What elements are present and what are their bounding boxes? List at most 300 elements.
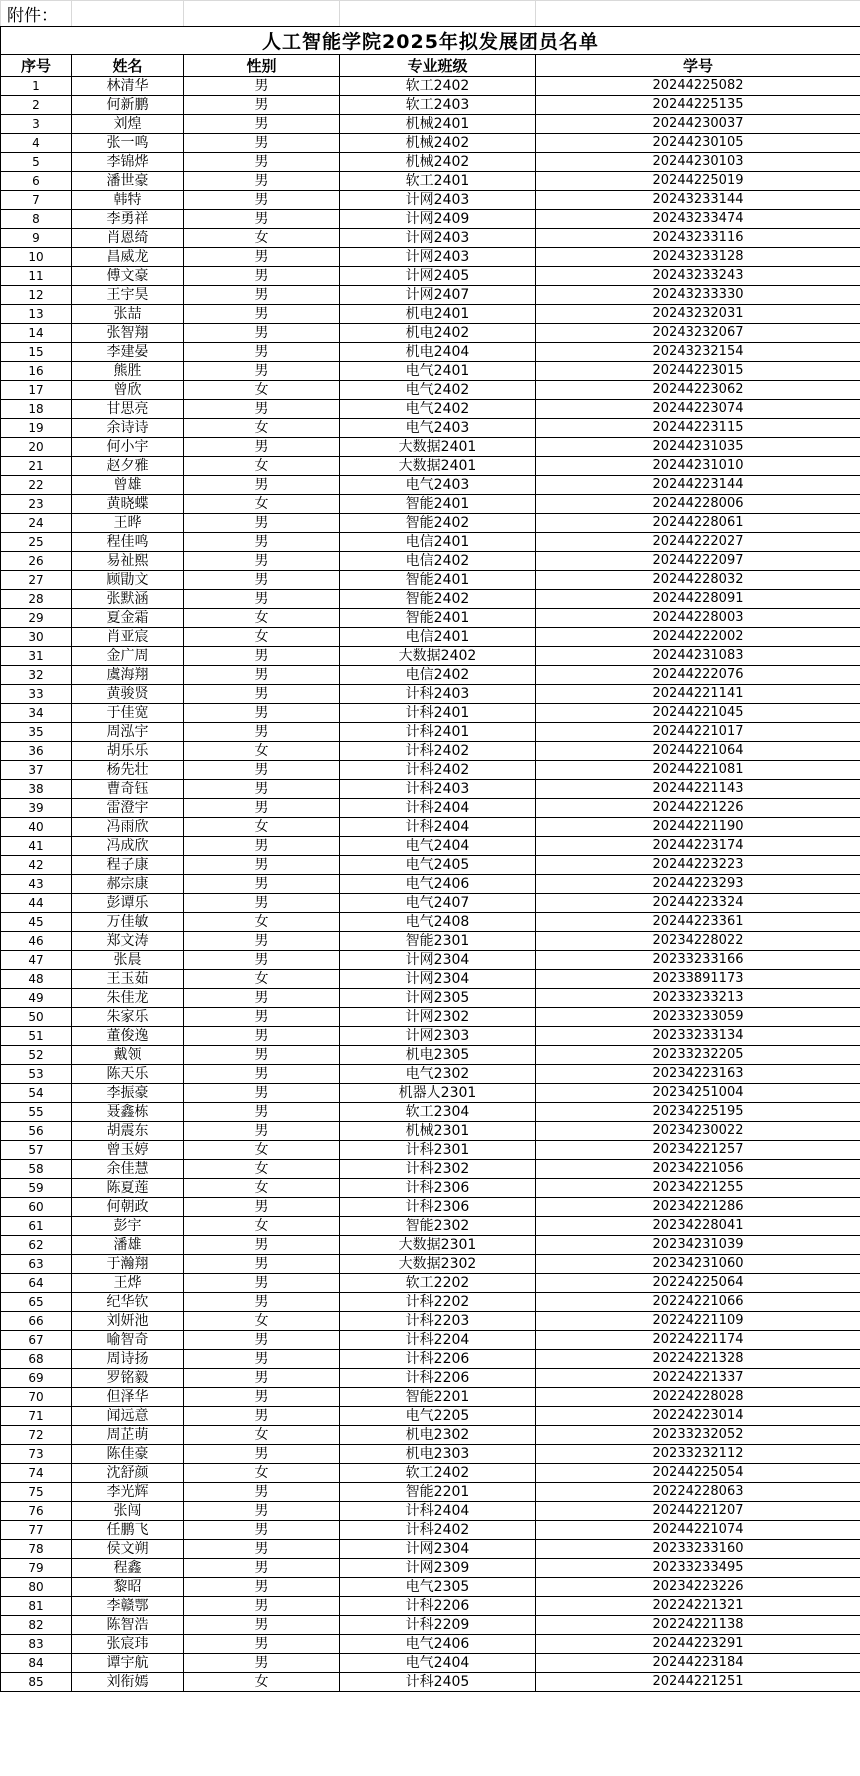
cell-class[interactable]: 计网2407 [340, 286, 536, 305]
cell-gender[interactable]: 男 [184, 571, 340, 590]
cell-name[interactable]: 顾勖文 [72, 571, 184, 590]
cell-index[interactable]: 69 [1, 1369, 72, 1388]
header-index[interactable]: 序号 [1, 55, 72, 77]
cell-gender[interactable]: 男 [184, 1559, 340, 1578]
cell-gender[interactable]: 男 [184, 685, 340, 704]
cell-class[interactable]: 计科2306 [340, 1198, 536, 1217]
cell-index[interactable]: 40 [1, 818, 72, 837]
cell-student-id[interactable]: 20234221056 [536, 1160, 860, 1179]
cell-gender[interactable]: 男 [184, 1635, 340, 1654]
cell-index[interactable]: 62 [1, 1236, 72, 1255]
cell-student-id[interactable]: 20233232205 [536, 1046, 860, 1065]
cell-student-id[interactable]: 20244221074 [536, 1521, 860, 1540]
cell-gender[interactable]: 男 [184, 590, 340, 609]
cell-class[interactable]: 电信2402 [340, 552, 536, 571]
cell-gender[interactable]: 男 [184, 286, 340, 305]
cell-student-id[interactable]: 20233233059 [536, 1008, 860, 1027]
cell-index[interactable]: 34 [1, 704, 72, 723]
cell-index[interactable]: 76 [1, 1502, 72, 1521]
cell-name[interactable]: 赵夕雅 [72, 457, 184, 476]
cell-class[interactable]: 机械2301 [340, 1122, 536, 1141]
cell-student-id[interactable]: 20244221141 [536, 685, 860, 704]
cell-name[interactable]: 陈天乐 [72, 1065, 184, 1084]
cell-student-id[interactable]: 20244231010 [536, 457, 860, 476]
cell-name[interactable]: 何小宇 [72, 438, 184, 457]
cell-name[interactable]: 夏金霜 [72, 609, 184, 628]
cell-index[interactable]: 12 [1, 286, 72, 305]
cell-index[interactable]: 37 [1, 761, 72, 780]
cell-class[interactable]: 机电2401 [340, 305, 536, 324]
cell-class[interactable]: 电气2401 [340, 362, 536, 381]
cell-student-id[interactable]: 20224221109 [536, 1312, 860, 1331]
cell-name[interactable]: 王烨 [72, 1274, 184, 1293]
cell-class[interactable]: 电气2302 [340, 1065, 536, 1084]
cell-index[interactable]: 59 [1, 1179, 72, 1198]
cell-name[interactable]: 何新鹏 [72, 96, 184, 115]
cell-class[interactable]: 电信2401 [340, 628, 536, 647]
cell-index[interactable]: 56 [1, 1122, 72, 1141]
cell-class[interactable]: 机电2402 [340, 324, 536, 343]
cell-gender[interactable]: 男 [184, 894, 340, 913]
cell-index[interactable]: 61 [1, 1217, 72, 1236]
cell-class[interactable]: 电气2404 [340, 837, 536, 856]
cell-name[interactable]: 程佳鸣 [72, 533, 184, 552]
cell-name[interactable]: 黄晓蝶 [72, 495, 184, 514]
cell-class[interactable]: 计网2405 [340, 267, 536, 286]
cell-index[interactable]: 28 [1, 590, 72, 609]
cell-student-id[interactable]: 20244223015 [536, 362, 860, 381]
cell-student-id[interactable]: 20224221328 [536, 1350, 860, 1369]
cell-class[interactable]: 软工2401 [340, 172, 536, 191]
cell-name[interactable]: 郑文涛 [72, 932, 184, 951]
cell-gender[interactable]: 女 [184, 1312, 340, 1331]
cell-student-id[interactable]: 20244221207 [536, 1502, 860, 1521]
cell-class[interactable]: 计网2305 [340, 989, 536, 1008]
cell-name[interactable]: 王宇昊 [72, 286, 184, 305]
cell-name[interactable]: 张喆 [72, 305, 184, 324]
cell-gender[interactable]: 男 [184, 1198, 340, 1217]
cell-gender[interactable]: 男 [184, 1008, 340, 1027]
cell-class[interactable]: 大数据2401 [340, 438, 536, 457]
cell-student-id[interactable]: 20224221138 [536, 1616, 860, 1635]
cell-name[interactable]: 谭宇航 [72, 1654, 184, 1673]
cell-index[interactable]: 49 [1, 989, 72, 1008]
cell-index[interactable]: 79 [1, 1559, 72, 1578]
cell-student-id[interactable]: 20243233243 [536, 267, 860, 286]
cell-student-id[interactable]: 20244221064 [536, 742, 860, 761]
cell-student-id[interactable]: 20224221066 [536, 1293, 860, 1312]
cell-index[interactable]: 19 [1, 419, 72, 438]
cell-index[interactable]: 16 [1, 362, 72, 381]
cell-index[interactable]: 67 [1, 1331, 72, 1350]
cell-index[interactable]: 33 [1, 685, 72, 704]
cell-class[interactable]: 电气2403 [340, 419, 536, 438]
cell-class[interactable]: 计科2405 [340, 1673, 536, 1692]
cell-student-id[interactable]: 20234223226 [536, 1578, 860, 1597]
cell-index[interactable]: 52 [1, 1046, 72, 1065]
cell-index[interactable]: 54 [1, 1084, 72, 1103]
cell-index[interactable]: 48 [1, 970, 72, 989]
cell-index[interactable]: 58 [1, 1160, 72, 1179]
cell-student-id[interactable]: 20244221017 [536, 723, 860, 742]
cell-index[interactable]: 24 [1, 514, 72, 533]
cell-gender[interactable]: 男 [184, 875, 340, 894]
cell-name[interactable]: 曾欣 [72, 381, 184, 400]
cell-name[interactable]: 余佳慧 [72, 1160, 184, 1179]
cell-student-id[interactable]: 20234225195 [536, 1103, 860, 1122]
cell-name[interactable]: 张宸玮 [72, 1635, 184, 1654]
cell-name[interactable]: 任鹏飞 [72, 1521, 184, 1540]
cell-class[interactable]: 机械2402 [340, 134, 536, 153]
cell-name[interactable]: 雷澄宇 [72, 799, 184, 818]
cell-name[interactable]: 何朝政 [72, 1198, 184, 1217]
cell-gender[interactable]: 男 [184, 1521, 340, 1540]
cell-gender[interactable]: 男 [184, 761, 340, 780]
cell-name[interactable]: 刘衔嫣 [72, 1673, 184, 1692]
cell-gender[interactable]: 男 [184, 1331, 340, 1350]
cell-gender[interactable]: 男 [184, 951, 340, 970]
cell-class[interactable]: 电气2402 [340, 400, 536, 419]
cell-index[interactable]: 31 [1, 647, 72, 666]
cell-name[interactable]: 周诗扬 [72, 1350, 184, 1369]
cell-gender[interactable]: 男 [184, 343, 340, 362]
cell-index[interactable]: 9 [1, 229, 72, 248]
cell-student-id[interactable]: 20243233474 [536, 210, 860, 229]
cell-gender[interactable]: 女 [184, 609, 340, 628]
cell-name[interactable]: 王晔 [72, 514, 184, 533]
cell-class[interactable]: 智能2401 [340, 609, 536, 628]
cell-class[interactable]: 机电2404 [340, 343, 536, 362]
cell-student-id[interactable]: 20234251004 [536, 1084, 860, 1103]
cell-name[interactable]: 侯文朔 [72, 1540, 184, 1559]
cell-name[interactable]: 肖亚宸 [72, 628, 184, 647]
cell-name[interactable]: 王玉茹 [72, 970, 184, 989]
cell-index[interactable]: 6 [1, 172, 72, 191]
cell-index[interactable]: 14 [1, 324, 72, 343]
cell-index[interactable]: 65 [1, 1293, 72, 1312]
cell-class[interactable]: 电气2407 [340, 894, 536, 913]
cell-gender[interactable]: 男 [184, 1350, 340, 1369]
cell-index[interactable]: 17 [1, 381, 72, 400]
empty-cell[interactable] [72, 1, 184, 27]
cell-gender[interactable]: 男 [184, 77, 340, 96]
cell-index[interactable]: 66 [1, 1312, 72, 1331]
cell-class[interactable]: 计科2206 [340, 1597, 536, 1616]
cell-index[interactable]: 85 [1, 1673, 72, 1692]
cell-name[interactable]: 纪华钦 [72, 1293, 184, 1312]
cell-gender[interactable]: 男 [184, 647, 340, 666]
cell-name[interactable]: 罗铭毅 [72, 1369, 184, 1388]
cell-gender[interactable]: 男 [184, 134, 340, 153]
cell-gender[interactable]: 女 [184, 913, 340, 932]
empty-cell[interactable] [184, 1, 340, 27]
cell-student-id[interactable]: 20244223074 [536, 400, 860, 419]
cell-gender[interactable]: 男 [184, 362, 340, 381]
cell-class[interactable]: 电信2401 [340, 533, 536, 552]
cell-gender[interactable]: 女 [184, 1217, 340, 1236]
cell-index[interactable]: 27 [1, 571, 72, 590]
cell-name[interactable]: 刘妍池 [72, 1312, 184, 1331]
cell-index[interactable]: 43 [1, 875, 72, 894]
cell-class[interactable]: 计科2401 [340, 723, 536, 742]
cell-gender[interactable]: 男 [184, 1084, 340, 1103]
cell-student-id[interactable]: 20224228028 [536, 1388, 860, 1407]
cell-name[interactable]: 程子康 [72, 856, 184, 875]
cell-student-id[interactable]: 20244230037 [536, 115, 860, 134]
cell-student-id[interactable]: 20244221226 [536, 799, 860, 818]
cell-class[interactable]: 计科2206 [340, 1350, 536, 1369]
cell-name[interactable]: 朱家乐 [72, 1008, 184, 1027]
cell-class[interactable]: 计科2404 [340, 1502, 536, 1521]
cell-student-id[interactable]: 20244223324 [536, 894, 860, 913]
cell-name[interactable]: 张一鸣 [72, 134, 184, 153]
cell-class[interactable]: 计科2403 [340, 780, 536, 799]
cell-gender[interactable]: 男 [184, 476, 340, 495]
cell-gender[interactable]: 女 [184, 1141, 340, 1160]
cell-class[interactable]: 智能2301 [340, 932, 536, 951]
cell-index[interactable]: 70 [1, 1388, 72, 1407]
cell-gender[interactable]: 男 [184, 552, 340, 571]
cell-name[interactable]: 李锦烨 [72, 153, 184, 172]
cell-student-id[interactable]: 20244222002 [536, 628, 860, 647]
cell-index[interactable]: 38 [1, 780, 72, 799]
cell-name[interactable]: 潘世豪 [72, 172, 184, 191]
attachment-label[interactable]: 附件： [1, 1, 72, 27]
cell-index[interactable]: 20 [1, 438, 72, 457]
cell-gender[interactable]: 男 [184, 400, 340, 419]
cell-class[interactable]: 计科2403 [340, 685, 536, 704]
cell-student-id[interactable]: 20234221255 [536, 1179, 860, 1198]
cell-class[interactable]: 计网2309 [340, 1559, 536, 1578]
cell-class[interactable]: 计网2303 [340, 1027, 536, 1046]
cell-gender[interactable]: 女 [184, 1179, 340, 1198]
cell-class[interactable]: 计科2401 [340, 704, 536, 723]
cell-class[interactable]: 计科2301 [340, 1141, 536, 1160]
cell-index[interactable]: 15 [1, 343, 72, 362]
header-name[interactable]: 姓名 [72, 55, 184, 77]
header-student-id[interactable]: 学号 [536, 55, 860, 77]
cell-class[interactable]: 计科2203 [340, 1312, 536, 1331]
cell-class[interactable]: 电气2205 [340, 1407, 536, 1426]
cell-class[interactable]: 机械2401 [340, 115, 536, 134]
cell-student-id[interactable]: 20244225019 [536, 172, 860, 191]
cell-class[interactable]: 机械2402 [340, 153, 536, 172]
cell-class[interactable]: 电信2402 [340, 666, 536, 685]
cell-class[interactable]: 电气2404 [340, 1654, 536, 1673]
cell-gender[interactable]: 女 [184, 818, 340, 837]
cell-index[interactable]: 32 [1, 666, 72, 685]
cell-name[interactable]: 陈佳豪 [72, 1445, 184, 1464]
cell-name[interactable]: 董俊逸 [72, 1027, 184, 1046]
cell-student-id[interactable]: 20244222097 [536, 552, 860, 571]
cell-class[interactable]: 计科2206 [340, 1369, 536, 1388]
cell-name[interactable]: 李建晏 [72, 343, 184, 362]
cell-class[interactable]: 电气2402 [340, 381, 536, 400]
cell-gender[interactable]: 男 [184, 1065, 340, 1084]
cell-index[interactable]: 47 [1, 951, 72, 970]
cell-class[interactable]: 软工2402 [340, 1464, 536, 1483]
cell-name[interactable]: 黎昭 [72, 1578, 184, 1597]
cell-class[interactable]: 软工2202 [340, 1274, 536, 1293]
cell-gender[interactable]: 女 [184, 628, 340, 647]
cell-class[interactable]: 计网2403 [340, 229, 536, 248]
cell-student-id[interactable]: 20244223144 [536, 476, 860, 495]
cell-index[interactable]: 30 [1, 628, 72, 647]
cell-name[interactable]: 潘雄 [72, 1236, 184, 1255]
cell-index[interactable]: 68 [1, 1350, 72, 1369]
cell-class[interactable]: 机器人2301 [340, 1084, 536, 1103]
cell-student-id[interactable]: 20244228061 [536, 514, 860, 533]
cell-gender[interactable]: 男 [184, 1388, 340, 1407]
cell-index[interactable]: 10 [1, 248, 72, 267]
cell-name[interactable]: 傅文豪 [72, 267, 184, 286]
cell-index[interactable]: 82 [1, 1616, 72, 1635]
cell-class[interactable]: 计网2403 [340, 191, 536, 210]
cell-index[interactable]: 4 [1, 134, 72, 153]
cell-index[interactable]: 18 [1, 400, 72, 419]
cell-gender[interactable]: 女 [184, 742, 340, 761]
cell-gender[interactable]: 男 [184, 723, 340, 742]
cell-gender[interactable]: 男 [184, 1483, 340, 1502]
cell-index[interactable]: 51 [1, 1027, 72, 1046]
cell-name[interactable]: 易祉熙 [72, 552, 184, 571]
cell-class[interactable]: 软工2403 [340, 96, 536, 115]
cell-student-id[interactable]: 20244230103 [536, 153, 860, 172]
cell-class[interactable]: 计科2402 [340, 761, 536, 780]
cell-class[interactable]: 计网2403 [340, 248, 536, 267]
cell-gender[interactable]: 男 [184, 666, 340, 685]
cell-student-id[interactable]: 20224225064 [536, 1274, 860, 1293]
cell-gender[interactable]: 女 [184, 495, 340, 514]
cell-index[interactable]: 63 [1, 1255, 72, 1274]
cell-student-id[interactable]: 20243233330 [536, 286, 860, 305]
cell-index[interactable]: 2 [1, 96, 72, 115]
cell-index[interactable]: 8 [1, 210, 72, 229]
cell-index[interactable]: 26 [1, 552, 72, 571]
cell-index[interactable]: 46 [1, 932, 72, 951]
cell-name[interactable]: 胡震东 [72, 1122, 184, 1141]
cell-gender[interactable]: 男 [184, 210, 340, 229]
cell-class[interactable]: 计科2404 [340, 799, 536, 818]
cell-index[interactable]: 21 [1, 457, 72, 476]
cell-student-id[interactable]: 20244223293 [536, 875, 860, 894]
cell-class[interactable]: 计网2304 [340, 1540, 536, 1559]
cell-gender[interactable]: 男 [184, 704, 340, 723]
cell-class[interactable]: 智能2201 [340, 1483, 536, 1502]
cell-gender[interactable]: 男 [184, 932, 340, 951]
cell-gender[interactable]: 男 [184, 780, 340, 799]
header-gender[interactable]: 性别 [184, 55, 340, 77]
cell-student-id[interactable]: 20244223115 [536, 419, 860, 438]
cell-gender[interactable]: 女 [184, 457, 340, 476]
cell-name[interactable]: 李光辉 [72, 1483, 184, 1502]
cell-student-id[interactable]: 20224223014 [536, 1407, 860, 1426]
cell-index[interactable]: 35 [1, 723, 72, 742]
cell-gender[interactable]: 男 [184, 533, 340, 552]
cell-gender[interactable]: 男 [184, 153, 340, 172]
cell-gender[interactable]: 女 [184, 1464, 340, 1483]
cell-name[interactable]: 朱佳龙 [72, 989, 184, 1008]
cell-class[interactable]: 电气2406 [340, 1635, 536, 1654]
cell-name[interactable]: 林清华 [72, 77, 184, 96]
cell-gender[interactable]: 男 [184, 305, 340, 324]
cell-index[interactable]: 50 [1, 1008, 72, 1027]
cell-index[interactable]: 39 [1, 799, 72, 818]
cell-student-id[interactable]: 20244225054 [536, 1464, 860, 1483]
cell-index[interactable]: 29 [1, 609, 72, 628]
cell-class[interactable]: 电气2405 [340, 856, 536, 875]
cell-index[interactable]: 3 [1, 115, 72, 134]
cell-name[interactable]: 甘思亮 [72, 400, 184, 419]
cell-student-id[interactable]: 20244221081 [536, 761, 860, 780]
cell-class[interactable]: 软工2402 [340, 77, 536, 96]
cell-student-id[interactable]: 20244222027 [536, 533, 860, 552]
cell-student-id[interactable]: 20234221257 [536, 1141, 860, 1160]
cell-class[interactable]: 智能2201 [340, 1388, 536, 1407]
cell-index[interactable]: 57 [1, 1141, 72, 1160]
cell-name[interactable]: 曾雄 [72, 476, 184, 495]
cell-index[interactable]: 25 [1, 533, 72, 552]
cell-gender[interactable]: 男 [184, 1236, 340, 1255]
cell-student-id[interactable]: 20243233116 [536, 229, 860, 248]
cell-name[interactable]: 彭宇 [72, 1217, 184, 1236]
cell-student-id[interactable]: 20244225082 [536, 77, 860, 96]
cell-student-id[interactable]: 20233232112 [536, 1445, 860, 1464]
cell-name[interactable]: 周泓宇 [72, 723, 184, 742]
cell-index[interactable]: 55 [1, 1103, 72, 1122]
cell-index[interactable]: 78 [1, 1540, 72, 1559]
cell-name[interactable]: 李赣鄂 [72, 1597, 184, 1616]
cell-name[interactable]: 李振豪 [72, 1084, 184, 1103]
cell-student-id[interactable]: 20233232052 [536, 1426, 860, 1445]
cell-index[interactable]: 80 [1, 1578, 72, 1597]
cell-name[interactable]: 郝宗康 [72, 875, 184, 894]
cell-name[interactable]: 张默涵 [72, 590, 184, 609]
cell-name[interactable]: 戴领 [72, 1046, 184, 1065]
cell-gender[interactable]: 男 [184, 856, 340, 875]
cell-gender[interactable]: 女 [184, 1160, 340, 1179]
cell-student-id[interactable]: 20244225135 [536, 96, 860, 115]
cell-gender[interactable]: 男 [184, 1445, 340, 1464]
cell-class[interactable]: 计科2402 [340, 742, 536, 761]
cell-index[interactable]: 81 [1, 1597, 72, 1616]
cell-index[interactable]: 44 [1, 894, 72, 913]
empty-cell[interactable] [340, 1, 536, 27]
cell-student-id[interactable]: 20234231060 [536, 1255, 860, 1274]
cell-gender[interactable]: 男 [184, 1046, 340, 1065]
cell-index[interactable]: 23 [1, 495, 72, 514]
cell-class[interactable]: 电气2408 [340, 913, 536, 932]
cell-class[interactable]: 电气2403 [340, 476, 536, 495]
cell-name[interactable]: 陈夏莲 [72, 1179, 184, 1198]
cell-name[interactable]: 喻智奇 [72, 1331, 184, 1350]
cell-class[interactable]: 软工2304 [340, 1103, 536, 1122]
cell-student-id[interactable]: 20243232154 [536, 343, 860, 362]
cell-class[interactable]: 大数据2302 [340, 1255, 536, 1274]
cell-gender[interactable]: 男 [184, 96, 340, 115]
cell-gender[interactable]: 男 [184, 1502, 340, 1521]
cell-index[interactable]: 41 [1, 837, 72, 856]
cell-name[interactable]: 冯雨欣 [72, 818, 184, 837]
cell-class[interactable]: 智能2402 [340, 590, 536, 609]
cell-gender[interactable]: 男 [184, 248, 340, 267]
cell-index[interactable]: 11 [1, 267, 72, 286]
cell-gender[interactable]: 男 [184, 1369, 340, 1388]
cell-name[interactable]: 陈智浩 [72, 1616, 184, 1635]
cell-class[interactable]: 智能2402 [340, 514, 536, 533]
cell-name[interactable]: 黄骏贤 [72, 685, 184, 704]
cell-student-id[interactable]: 20244223184 [536, 1654, 860, 1673]
